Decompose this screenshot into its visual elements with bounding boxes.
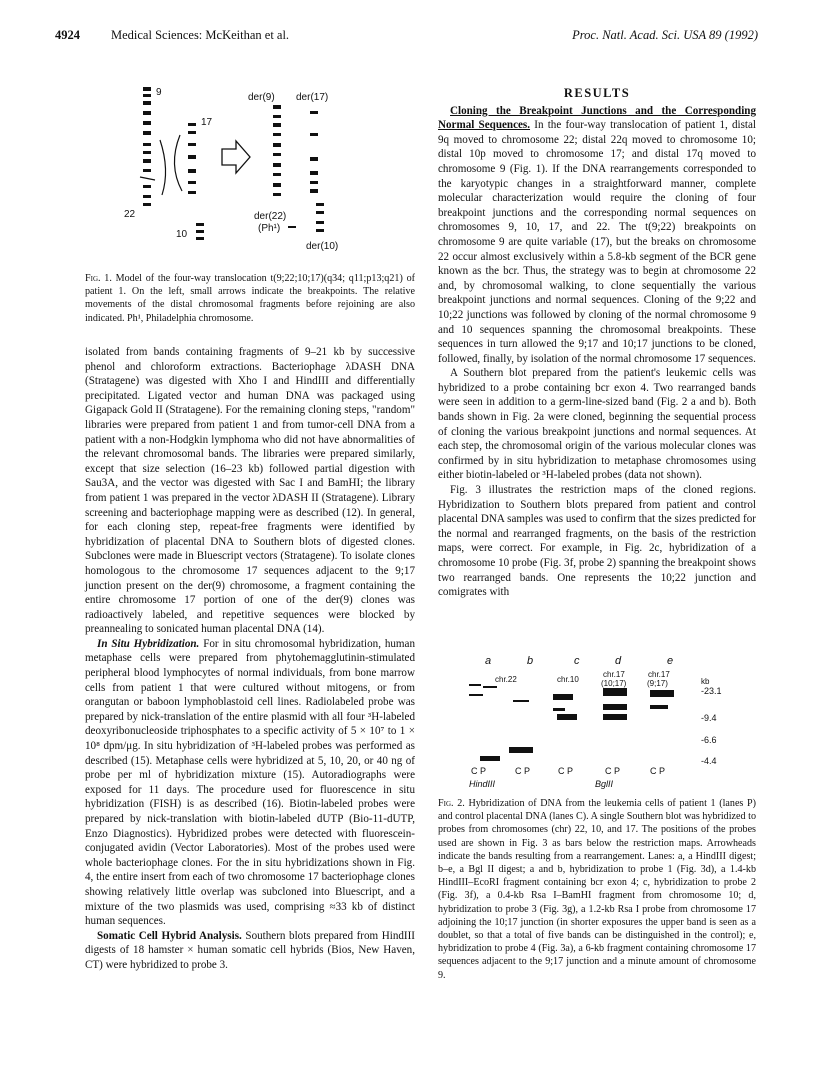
label-chr10: 10 [176, 229, 188, 240]
der17-chromosome [310, 111, 318, 193]
label-chr22: 22 [124, 209, 136, 220]
fig1-caption-text: Model of the four-way translocation t(9;22;10;17)(q34; q11;p13;q21) of patient 1. On the left, small arrows indicate the breakpoints. The relative movements of the distal chromosomal fragments before rejoining are also indicated. Ph¹, Philadelphia chromosome. [85, 273, 415, 324]
lane-letter-d: d [615, 655, 622, 667]
probe-chr10: chr.10 [557, 675, 579, 684]
somatic-heading: Somatic Cell Hybrid Analysis. [97, 929, 242, 942]
running-header [55, 28, 758, 46]
cloning-text: In the four-way translocation of patient 1, distal 9q moved to chromosome 22; distal 22q moved to chromosome 10; distal 10p moved to chromosome 17; and distal 17q moved to chromosome 9 (Fig. 1). If the DNA rearrangements corresponded to the karyotypic changes in a straightforward manner, complete molecular characterization would require the cloning of four breakpoint junctions and the corresponding normal sequences on chromosomes 9, 10, 17, and 22. The t(9;22) breakpoints on chromosome 9 are quite variable (17), but the breaks on chromosome 22 occur almost exclusively within a 5.8-kb segment of the BCR gene known as the bcr. Thus, the strategy was to begin at chromosome 22 and, by chromosomal walking, to clone sequentially the various breakpoint junctions and normal sequences. Cloning of the 9;22 and 10;22 junctions was followed by cloning of the normal chromosome 9 and 10 sequences spanning the chromosomal breakpoints. These sequences in turn allowed the 9;17 and 10;17 junctions to be cloned, followed, finally, by isolation of the normal chromosome 17 sequences. [438, 119, 757, 365]
in-situ-heading: In Situ Hybridization. [97, 637, 200, 650]
in-situ-text: For in situ chromosomal hybridization, human metaphase cells were prepared from phytohemagglutinin-stimulated peripheral blood lymphocytes of normal individuals, from bone marrow cells from patient 1 that were cultured without mitogens, or from orangutan or baboon lymphoblastoid cell lines. Radiolabeled probe was prepared by nick-translation of the entire plasmid with all four ³H-labeled deoxyribonucleoside triphosphates to a specific activity of 5 × 10⁷ to 1 × 10⁸ dpm/μg. In situ hybridization of ³H-labeled probes was performed as described (15). Metaphase cells were hybridized at 5, 10, 20, or 40 ng of probe per ml of hybridization mixture (15). Autoradiographs were exposed for 11 days. The procedure used for fluorescence in situ hybridization (FISH) is as described (16). Biotin-labeled probes were prepared by nick-translation with biotin-labeled dUTP (Bio-11-dUTP, Enzo Diagnostics). Hybridized probes were detected with fluorescein-conjugated avidin (Vector Laboratories). Most of the probes used were whole bacteriophage clones. For the in situ hybridizations shown in Fig. 4, the entire insert from each of two chromosome 17 bacteriophage clones showing relatively little overlap was subcloned into Bluescript, and a mixture of the two plasmids was used, comprising ≈33 kb of distinct human sequences. [85, 637, 416, 928]
fig1-caption-title: Fig. 1. [85, 273, 112, 284]
lane-letter-e: e [667, 655, 674, 667]
label-der10: der(10) [306, 241, 339, 252]
label-chr17: 17 [201, 117, 213, 128]
chromosome-9 [143, 87, 151, 172]
blot-bands [469, 684, 674, 761]
kb-marker-6: -6.6 [701, 735, 717, 745]
cp-label-a: C P [471, 766, 487, 776]
label-ph: (Ph¹) [258, 223, 281, 234]
lane-letter-c: c [574, 655, 580, 667]
chromosome-10 [196, 223, 204, 240]
figure-2-caption [438, 797, 756, 982]
digest-bglii: BglII [595, 779, 614, 789]
section-author: Medical Sciences: McKeithan et al. [111, 28, 290, 42]
label-der17: der(17) [296, 92, 329, 103]
methods-paragraph-2 [85, 637, 415, 929]
results-paragraph-1 [438, 104, 756, 367]
cp-label-e: C P [650, 766, 666, 776]
der22-chromosome [288, 226, 296, 228]
figure-1-caption [85, 272, 415, 325]
der10-chromosome [316, 203, 324, 232]
kb-unit: kb [701, 677, 710, 686]
lane-letter-a: a [485, 655, 492, 667]
probe-chr17-a: chr.17 [603, 670, 625, 679]
right-column-body [438, 86, 756, 600]
probe-10-17: (10;17) [601, 679, 627, 688]
figure-1-diagram [110, 85, 350, 255]
figure-2-blot [445, 654, 760, 779]
page-number: 4924 [55, 28, 80, 42]
probe-9-17: (9;17) [647, 679, 668, 688]
digest-hindiii: HindIII [469, 779, 496, 789]
der9-chromosome [273, 105, 281, 196]
journal-citation: Proc. Natl. Acad. Sci. USA 89 (1992) [572, 28, 758, 42]
fig2-caption-text: Hybridization of DNA from the leukemia cells of patient 1 (lanes P) and control placental DNA (lanes C). A single Southern blot was hybridized to probes from chromosomes (chr) 22, 10, and 17. The positions of the probes used are shown in Fig. 3 as bars below the restriction maps. Arrowheads indicate the bands resulting from a rearrangement. Lanes: a, a HindIII digest; b–e, a Bgl II digest; a and b, hybridization to probe 1 (Fig. 3d), a 1.4-kb HindIII–EcoRI fragment containing bcr exon 4; c, hybridization to probe 2 (Fig. 3f), a 0.4-kb Rsa I–BamHI fragment from chromosome 10; d, hybridization to probe 3 (Fig. 3g), a 1.2-kb Rsa I probe from chromosome 17 adjoining the 10;17 junction (in shorter exposures the upper band is seen as a doublet, so that a total of five bands can be distinguished in the control); e, hybridization to probe 4 (Fig. 3a), a 6-kb fragment containing chromosome 17 sequences adjacent to the 9;17 junction and a minute amount of chromosome 9. [438, 798, 756, 981]
results-paragraph-2: A Southern blot prepared from the patient's leukemic cells was hybridized to a probe containing bcr exon 4. Two rearranged bands were seen in addition to a germ-line-sized band (Fig. 2 a and b). Both bands shown in Fig. 2a were cloned, beginning the sequential process of cloning the various breakpoint junctions and normal sequences. At each step, the chromosomal origin of the various molecular clones was confirmed by in situ hybridization to metaphase chromosomes using either biotin-labeled or ³H-labeled probes (data not shown). [438, 367, 756, 482]
label-der22: der(22) [254, 211, 287, 222]
cp-label-b: C P [515, 766, 531, 776]
kb-marker-9: -9.4 [701, 713, 717, 723]
transition-arrow-icon [222, 141, 250, 173]
probe-chr17-b: chr.17 [648, 670, 670, 679]
kb-marker-23: -23.1 [701, 686, 722, 696]
fig2-caption-title: Fig. 2. [438, 798, 465, 809]
methods-paragraph-1: isolated from bands containing fragments of 9–21 kb by successive phenol and chloroform extractions. Bacteriophage λDASH DNA (Stratagene) was digested with Xho I and HindIII and differentially precipitated. Ligated vector and human DNA was packaged using Gigapack Gold II (Stratagene). For the remaining cloning steps, "random" libraries were prepared from patient 1 and from tumor-cell DNA from a patient with a non-Hodgkin lymphoma who did not have abnormalities of the relevant chromosomal bands. The libraries were prepared similarly, except that size selection (16–23 kb) followed partial digestion with Sau3A, and the vector was digested with Sac I and BamHI; the library from patient 1 was prepared in the vector λDASH II (Stratagene). Library screening and bacteriophage mapping were as described (12). In general, for each cloning step, repeat-free fragments were identified by hybridization of placental DNA to Southern blots of digested clones. Subclones were made in Bluescript vectors (Stratagene). To isolate clones homologous to the chromosome 17 sequences adjacent to the 9;17 junction present on the der(9) chromosome, a fragment containing the entire chromosome 17 portion of one of the der(9) clones was radioactively labeled, and repetitive sequences were blocked by preannealing to sonicated human placental DNA (14). [85, 346, 415, 636]
results-paragraph-3: Fig. 3 illustrates the restriction maps of the cloned regions. Hybridization to Southern blots prepared from patient and control placental DNA samples was used to confirm that the sizes predicted for the normal and rearranged fragments, on the basis of the restriction maps, were correct. For example, in Fig. 2c, hybridization of a chromosome 10 probe (Fig. 3f, probe 2) spanning the breakpoint shows two rearranged bands. One represents the 10;22 junction and comigrates with [438, 484, 756, 599]
cp-label-c: C P [558, 766, 574, 776]
methods-paragraph-3 [85, 929, 415, 973]
probe-chr22: chr.22 [495, 675, 517, 684]
cp-label-d: C P [605, 766, 621, 776]
label-der9: der(9) [248, 92, 275, 103]
left-column-body [85, 345, 415, 973]
chromosome-22 [143, 185, 151, 206]
lane-letter-b: b [527, 655, 534, 667]
results-heading: RESULTS [563, 86, 631, 100]
somatic-text: Southern blots prepared from HindIII digests of 18 hamster × human somatic cell hybrids (Bios, New Haven, CT) were hybridized to probe 3. [85, 929, 415, 971]
label-chr9: 9 [156, 87, 162, 98]
chromosome-17 [188, 123, 196, 194]
cloning-heading: Cloning the Breakpoint Junctions and the Corresponding Normal Sequences. [438, 104, 756, 132]
kb-marker-4: -4.4 [701, 756, 717, 766]
